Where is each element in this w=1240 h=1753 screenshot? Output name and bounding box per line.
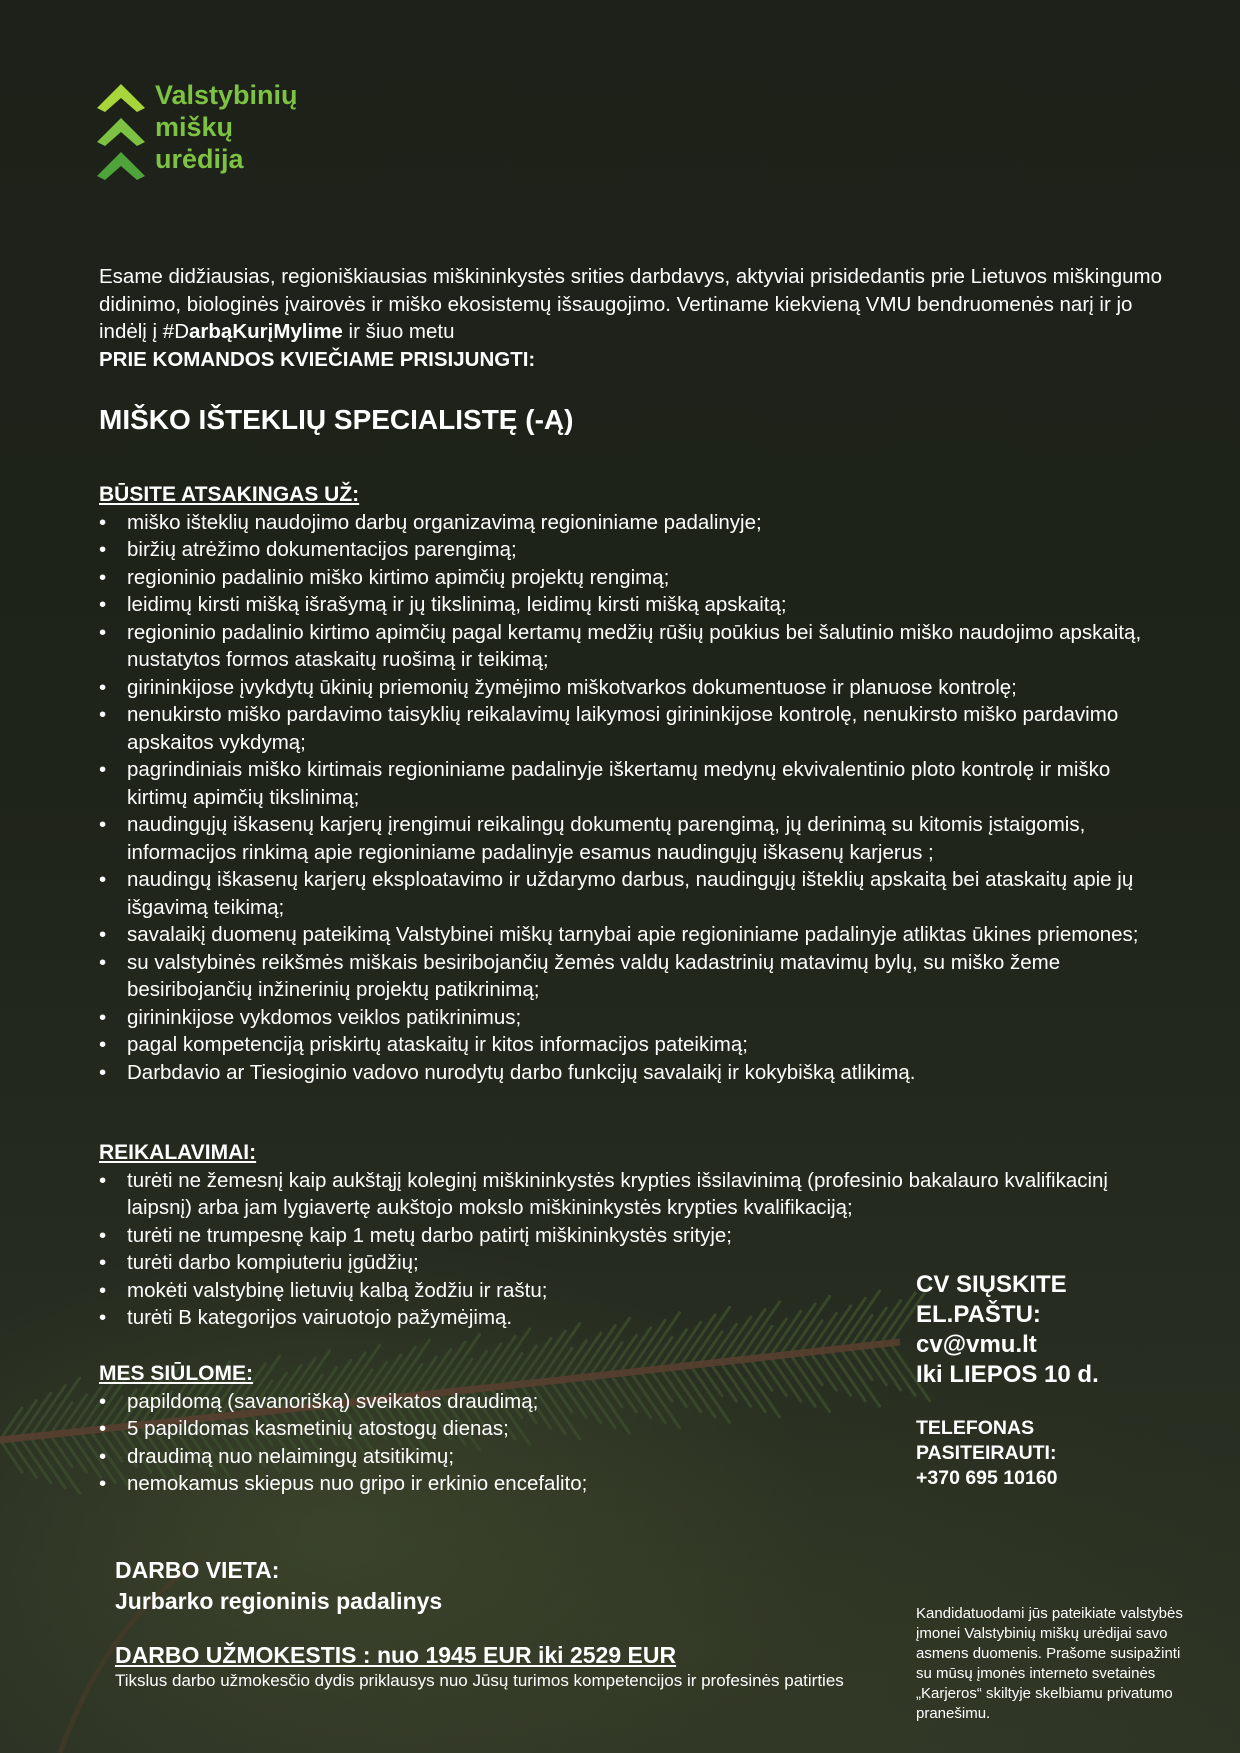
responsibilities-heading: BŪSITE ATSAKINGAS UŽ: [99,483,360,506]
cv-label-1: CV SIŲSKITE [916,1271,1067,1298]
list-item: • turėti ne žemesnį kaip aukštąjį koleginį miškininkystės krypties išsilavinimą (profesinio bakalauro kvalifikacinį laipsnį) arba jam lygiavertę aukštojo mokslo miškininkystės krypties kvalifikaciją; [99,1167,1149,1222]
list-item: • naudingųjų iškasenų karjerų įrengimui reikalingų dokumentų parengimą, jų derinimą su kitomis įstaigomis, informacijos rinkimą apie regioniniame padalinyje esamus naudingųjų iškasenų karjerus ; [99,811,1149,866]
list-item: • turėti B kategorijos vairuotojo pažymėjimą. [99,1304,1149,1332]
logo-line-3: urėdija [155,144,244,174]
list-item: • papildomą (savanorišką) sveikatos draudimą; [99,1388,899,1416]
requirements-heading: REIKALAVIMAI: [99,1141,257,1164]
salary-note: Tikslus darbo užmokesčio dydis priklausys nuo Jūsų turimos kompetencijos ir profesinės patirties [115,1671,844,1690]
list-item: • leidimų kirsti mišką išrašymą ir jų tikslinimą, leidimų kirsti mišką apskaitą; [99,591,1149,619]
job-title: MIŠKO IŠTEKLIŲ SPECIALISTĘ (-Ą) [99,404,574,435]
responsibilities-section [99,481,1149,1086]
list-item: • turėti ne trumpesnę kaip 1 metų darbo patirtį miškininkystės srityje; [99,1222,1149,1250]
workplace-block [115,1555,442,1617]
logo [95,82,298,182]
workplace-label: DARBO VIETA: [115,1557,280,1583]
list-item: • biržių atrėžimo dokumentacijos parengimą; [99,536,1149,564]
phone-block [916,1416,1099,1491]
list-item: • girininkijose įvykdytų ūkinių priemonių žymėjimo miškotvarkos dokumentuose ir planuose kontrolę; [99,674,1149,702]
workplace-value: Jurbarko regioninis padalinys [115,1588,443,1614]
list-item: • pagrindiniais miško kirtimais regioniniame padalinyje iškertamų medynų ekvivalentinio ploto kontrolę ir miško kirtimų apimčių tikslinimą; [99,756,1149,811]
logo-line-1: Valstybinių [155,80,298,110]
deadline: Iki LIEPOS 10 d. [916,1361,1099,1388]
list-item: • savalaikį duomenų pateikimą Valstybinei miškų tarnybai apie regioniniame padalinyje atliktas ūkines priemones; [99,921,1149,949]
list-item: • su valstybinės reikšmės miškais besiribojančių žemės valdų kadastrinių matavimų bylų, su miško žeme besiribojančių inžinerinių projektų patikrinimą; [99,949,1149,1004]
list-item: • girininkijose vykdomos veiklos patikrinimus; [99,1004,1149,1032]
intro-invite: PRIE KOMANDOS KVIEČIAME PRISIJUNGTI: [99,347,536,371]
list-item: • naudingų iškasenų karjerų eksploatavimo ir uždarymo darbus, naudingųjų išteklių apskaitą bei ataskaitų apie jų išgavimą teikimą; [99,866,1149,921]
list-item: • mokėti valstybinę lietuvių kalbą žodžiu ir raštu; [99,1277,1149,1305]
list-item: • draudimą nuo nelaimingų atsitikimų; [99,1443,899,1471]
list-item: • nenukirsto miško pardavimo taisyklių reikalavimų laikymosi girininkijose kontrolę, nenukirsto miško pardavimo apskaitos vykdymą; [99,701,1149,756]
intro-text-end: ir šiuo metu [342,320,455,343]
offer-section [99,1360,899,1498]
list-item: • regioninio padalinio kirtimo apimčių pagal kertamų medžių rūšių poūkius bei šalutinio miško naudojimo apskaitą, nustatytos formos ataskaitų ruošimą ir teikimą; [99,619,1149,674]
intro-hashtag: arbąKurįMylime [189,320,343,343]
privacy-notice: Kandidatuodami jūs pateikiate valstybės įmonei Valstybinių miškų urėdijai savo asmens duomenis. Prašome susipažinti su mūsų įmonės interneto svetainės „Karjeros“ skiltyje skelbiamu privatumo pranešimu. [916,1605,1183,1722]
logo-wordmark [155,79,298,175]
responsibilities-list [99,509,1149,1087]
logo-line-2: miškų [155,112,234,142]
intro-text: Esame didžiausias, regioniškiausias miškininkystės srities darbdavys, aktyviai prisidedantis prie Lietuvos miškingumo didinimo, biologinės įvairovės ir miško ekosistemų išsaugojimo. Vertiname kiekvieną VMU bendruomenės narį ir jo indėlį į #D [99,265,1163,343]
phone-label-1: TELEFONAS [916,1417,1035,1439]
list-item: • 5 papildomas kasmetinių atostogų dienas; [99,1415,899,1443]
offer-list [99,1388,899,1498]
salary-title: DARBO UŽMOKESTIS : nuo 1945 EUR iki 2529 EUR [115,1642,677,1668]
tree-chevrons-icon [95,82,147,182]
cv-instructions [916,1270,1099,1390]
list-item: • nemokamus skiepus nuo gripo ir erkinio encefalito; [99,1470,899,1498]
phone-number[interactable]: +370 695 10160 [916,1467,1058,1489]
contact-block [916,1270,1099,1491]
list-item: • pagal kompetenciją priskirtų ataskaitų ir kitos informacijos pateikimą; [99,1031,1149,1059]
list-item: • miško išteklių naudojimo darbų organizavimą regioniniame padalinyje; [99,509,1149,537]
list-item: • regioninio padalinio miško kirtimo apimčių projektų rengimą; [99,564,1149,592]
offer-heading: MES SIŪLOME: [99,1362,254,1385]
list-item: • turėti darbo kompiuteriu įgūdžių; [99,1249,1149,1277]
email-address[interactable]: cv@vmu.lt [916,1331,1037,1358]
cv-label-2: EL.PAŠTU: [916,1301,1041,1328]
list-item: • Darbdavio ar Tiesioginio vadovo nurodytų darbo funkcijų savalaikį ir kokybišką atlikimą. [99,1059,1149,1087]
phone-label-2: PASITEIRAUTI: [916,1442,1057,1464]
salary-block [115,1640,870,1692]
intro-paragraph [99,263,1179,373]
